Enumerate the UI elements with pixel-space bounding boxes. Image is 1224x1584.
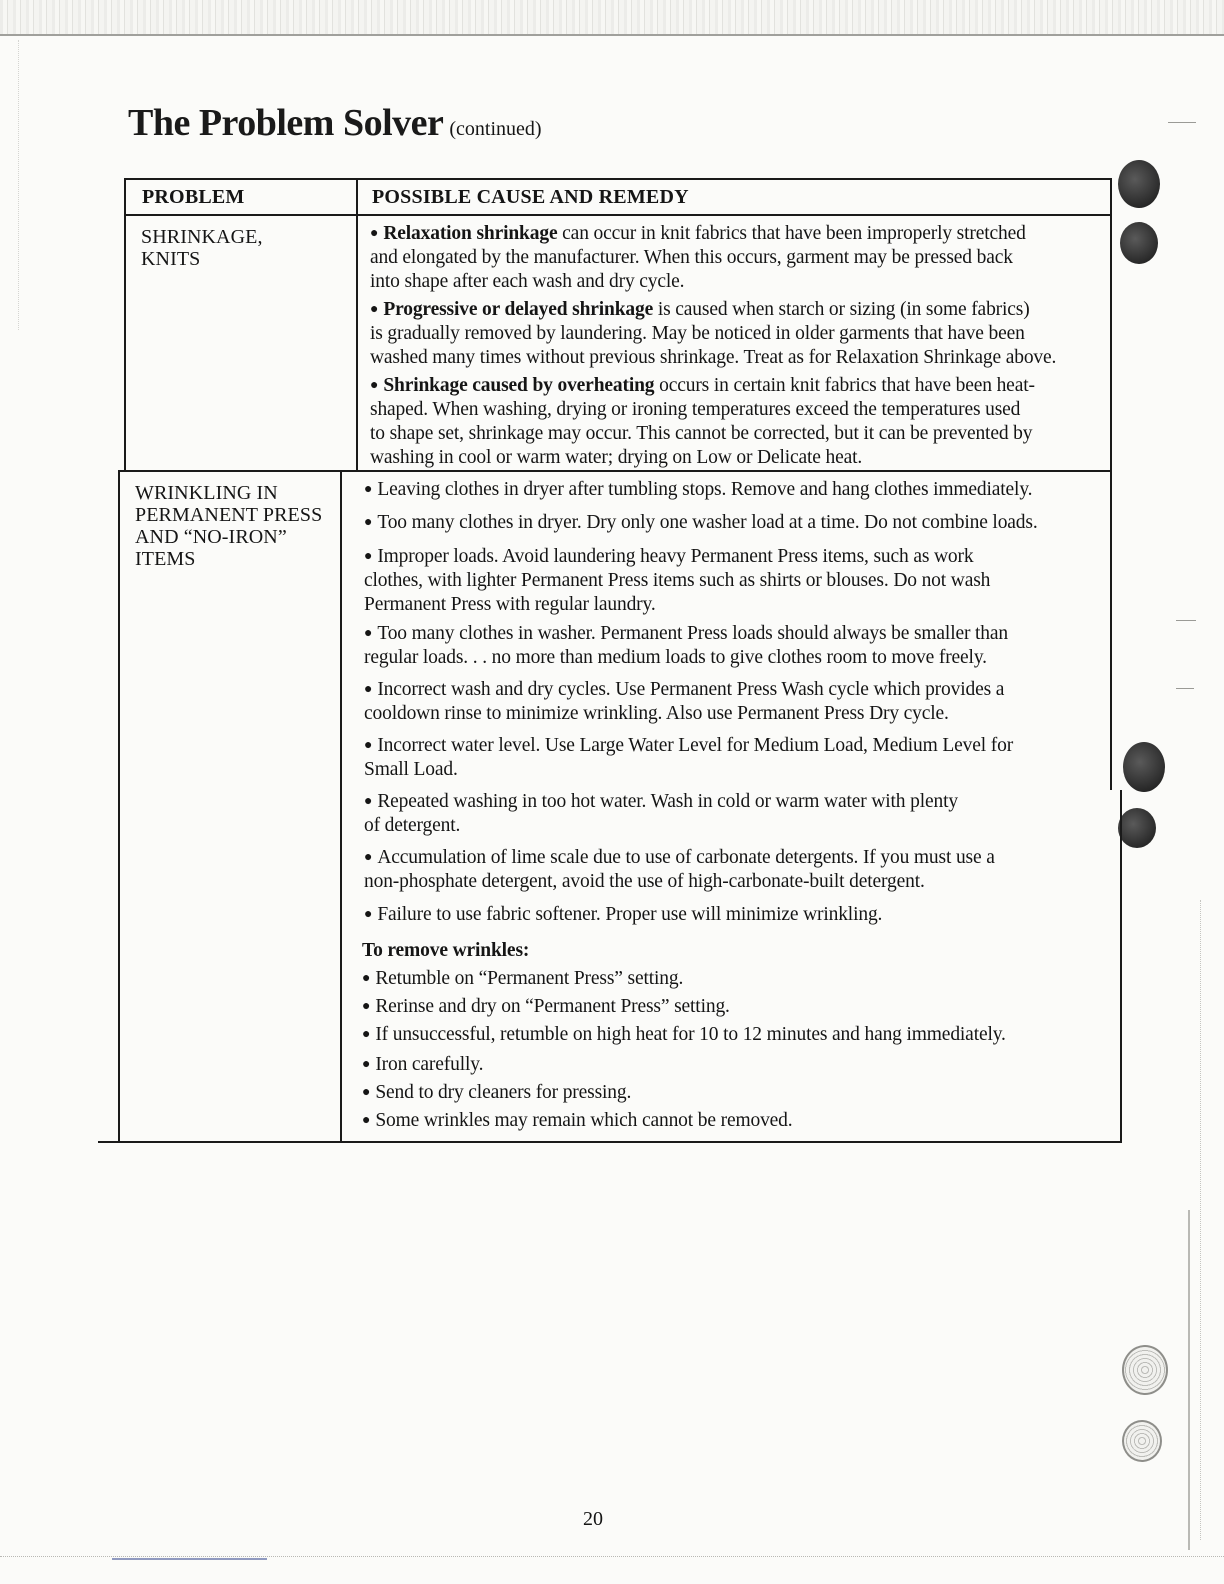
remedy-incorrect-water-level [364, 734, 1013, 782]
remedy-line: is caused when starch or sizing (in some fabrics) [653, 299, 1030, 320]
problem-shrinkage-knits [141, 226, 263, 270]
remedy-bold: Progressive or delayed shrinkage [383, 299, 654, 320]
remedy-improper-loads [364, 545, 990, 617]
remedy-line: can occur in knit fabrics that have been improperly stretched [557, 223, 1026, 244]
problem-line: PERMANENT PRESS [135, 504, 323, 526]
remedy-line: occurs in certain knit fabrics that have been heat- [654, 375, 1035, 396]
remedy-progressive-shrinkage [370, 298, 1056, 370]
binding-hole-mark [1120, 222, 1158, 264]
table-left-rule-top [124, 178, 126, 471]
table-right-rule-mid [1110, 470, 1112, 790]
bullet-icon: ● [362, 1113, 371, 1128]
bullet-icon: ● [370, 378, 379, 393]
remedy-too-many-dryer [364, 511, 1038, 535]
remove-item [362, 1081, 631, 1105]
bullet-icon: ● [364, 515, 373, 530]
bullet-icon: ● [364, 907, 373, 922]
remedy-line: shaped. When washing, drying or ironing temperatures exceed the temperatures used [370, 399, 1021, 420]
page-title-main: The Problem Solver [128, 102, 444, 144]
remedy-line: Failure to use fabric softener. Proper use will minimize wrinkling. [377, 904, 883, 925]
table-col-rule-top [356, 178, 358, 471]
table-top-rule [124, 178, 1112, 180]
remove-item-text: Some wrinkles may remain which cannot be removed. [375, 1110, 793, 1131]
problem-line: ITEMS [135, 548, 196, 570]
remedy-hot-water [364, 790, 958, 838]
scan-right-line [1188, 1210, 1190, 1550]
table-col-rule-bottom [340, 470, 342, 1142]
remedy-line: clothes, with lighter Permanent Press items such as shirts or blouses. Do not wash [364, 570, 991, 591]
remedy-line: Improper loads. Avoid laundering heavy Permanent Press items, such as work [377, 546, 974, 567]
bullet-icon: ● [362, 1085, 371, 1100]
bullet-icon: ● [362, 971, 371, 986]
remove-item-text: Rerinse and dry on “Permanent Press” setting. [375, 996, 730, 1017]
problem-line: AND “NO-IRON” [135, 526, 287, 548]
remedy-line: Small Load. [364, 759, 458, 780]
bullet-icon: ● [362, 1057, 371, 1072]
remedy-overheating-shrinkage [370, 374, 1035, 470]
remove-item-text: Iron carefully. [375, 1054, 484, 1075]
bullet-icon: ● [362, 999, 371, 1014]
remedy-incorrect-cycles [364, 678, 1004, 726]
problem-line: SHRINKAGE, [141, 226, 263, 248]
scan-dash [1176, 620, 1196, 621]
table-row-rule [118, 470, 1112, 472]
bullet-icon: ● [364, 850, 373, 865]
remedy-line: washing in cool or warm water; drying on Low or Delicate heat. [370, 447, 863, 468]
remedy-line: Accumulation of lime scale due to use of carbonate detergents. If you must use a [377, 847, 995, 868]
binding-hole-mark [1123, 742, 1165, 792]
header-problem: PROBLEM [142, 186, 245, 208]
problem-line: KNITS [141, 248, 201, 270]
scan-top-edge [0, 0, 1224, 36]
remedy-line: Too many clothes in dryer. Dry only one washer load at a time. Do not combine loads. [377, 512, 1038, 533]
remedy-line: and elongated by the manufacturer. When this occurs, garment may be pressed back [370, 247, 1013, 268]
bullet-icon: ● [370, 226, 379, 241]
binding-hole-ring [1122, 1420, 1162, 1462]
header-remedy: POSSIBLE CAUSE AND REMEDY [372, 186, 689, 208]
remedy-line: Incorrect wash and dry cycles. Use Permanent Press Wash cycle which provides a [377, 679, 1005, 700]
remove-wrinkles-heading [362, 939, 529, 963]
remove-item-text: Send to dry cleaners for pressing. [375, 1082, 632, 1103]
bullet-icon: ● [364, 482, 373, 497]
remedy-line: Leaving clothes in dryer after tumbling stops. Remove and hang clothes immediately. [377, 479, 1033, 500]
remove-item [362, 1109, 793, 1133]
remedy-relaxation-shrinkage [370, 222, 1026, 294]
binding-hole-mark [1118, 160, 1160, 208]
remove-item [362, 1023, 1006, 1047]
remedy-line: Incorrect water level. Use Large Water Level for Medium Load, Medium Level for [377, 735, 1014, 756]
remove-item-text: If unsuccessful, retumble on high heat for 10 to 12 minutes and hang immediately. [375, 1024, 1006, 1045]
scan-bottom-mark [112, 1558, 267, 1560]
binding-hole-ring [1122, 1345, 1168, 1395]
remedy-line: of detergent. [364, 815, 461, 836]
table-left-rule-mid [118, 470, 120, 1142]
remedy-bold: Relaxation shrinkage [383, 223, 558, 244]
remove-item [362, 967, 683, 991]
page-number: 20 [583, 1508, 603, 1530]
page-title-suffix: (continued) [449, 118, 542, 140]
remove-item [362, 1053, 483, 1077]
page-title [128, 101, 542, 145]
table-right-rule-bottom [1120, 790, 1122, 1142]
table-header-rule [124, 214, 1112, 216]
remedy-line: cooldown rinse to minimize wrinkling. Also use Permanent Press Dry cycle. [364, 703, 949, 724]
remedy-line: Repeated washing in too hot water. Wash in cold or warm water with plenty [377, 791, 958, 812]
remedy-line: non-phosphate detergent, avoid the use of high-carbonate-built detergent. [364, 871, 925, 892]
remedy-line: into shape after each wash and dry cycle. [370, 271, 685, 292]
remedy-line: is gradually removed by laundering. May be noticed in older garments that have been [370, 323, 1025, 344]
scan-dash [1168, 122, 1196, 123]
bullet-icon: ● [370, 302, 379, 317]
remedy-bold: Shrinkage caused by overheating [383, 375, 655, 396]
table-right-rule-top [1110, 178, 1112, 471]
problem-wrinkling [135, 482, 322, 570]
bullet-icon: ● [364, 738, 373, 753]
problem-line: WRINKLING IN [135, 482, 278, 504]
scan-left-marks [18, 40, 39, 330]
remedy-leaving-clothes [364, 478, 1032, 502]
remedy-line: regular loads. . . no more than medium loads to give clothes room to move freely. [364, 647, 987, 668]
bullet-icon: ● [364, 549, 373, 564]
bullet-icon: ● [364, 626, 373, 641]
remedy-lime-scale [364, 846, 995, 894]
remedy-line: washed many times without previous shrinkage. Treat as for Relaxation Shrinkage above. [370, 347, 1057, 368]
bullet-icon: ● [364, 682, 373, 697]
remedy-too-many-washer [364, 622, 1008, 670]
binding-hole-mark [1118, 808, 1156, 848]
remedy-fabric-softener [364, 903, 882, 927]
table-bottom-rule [98, 1141, 1122, 1143]
scan-dash [1176, 688, 1194, 689]
bullet-icon: ● [362, 1027, 371, 1042]
bullet-icon: ● [364, 794, 373, 809]
remove-wrinkles-heading-text: To remove wrinkles: [362, 940, 530, 961]
remove-item [362, 995, 730, 1019]
remedy-line: Too many clothes in washer. Permanent Press loads should always be smaller than [377, 623, 1009, 644]
remedy-line: Permanent Press with regular laundry. [364, 594, 656, 615]
remove-item-text: Retumble on “Permanent Press” setting. [375, 968, 684, 989]
remedy-line: to shape set, shrinkage may occur. This cannot be corrected, but it can be prevented by [370, 423, 1033, 444]
